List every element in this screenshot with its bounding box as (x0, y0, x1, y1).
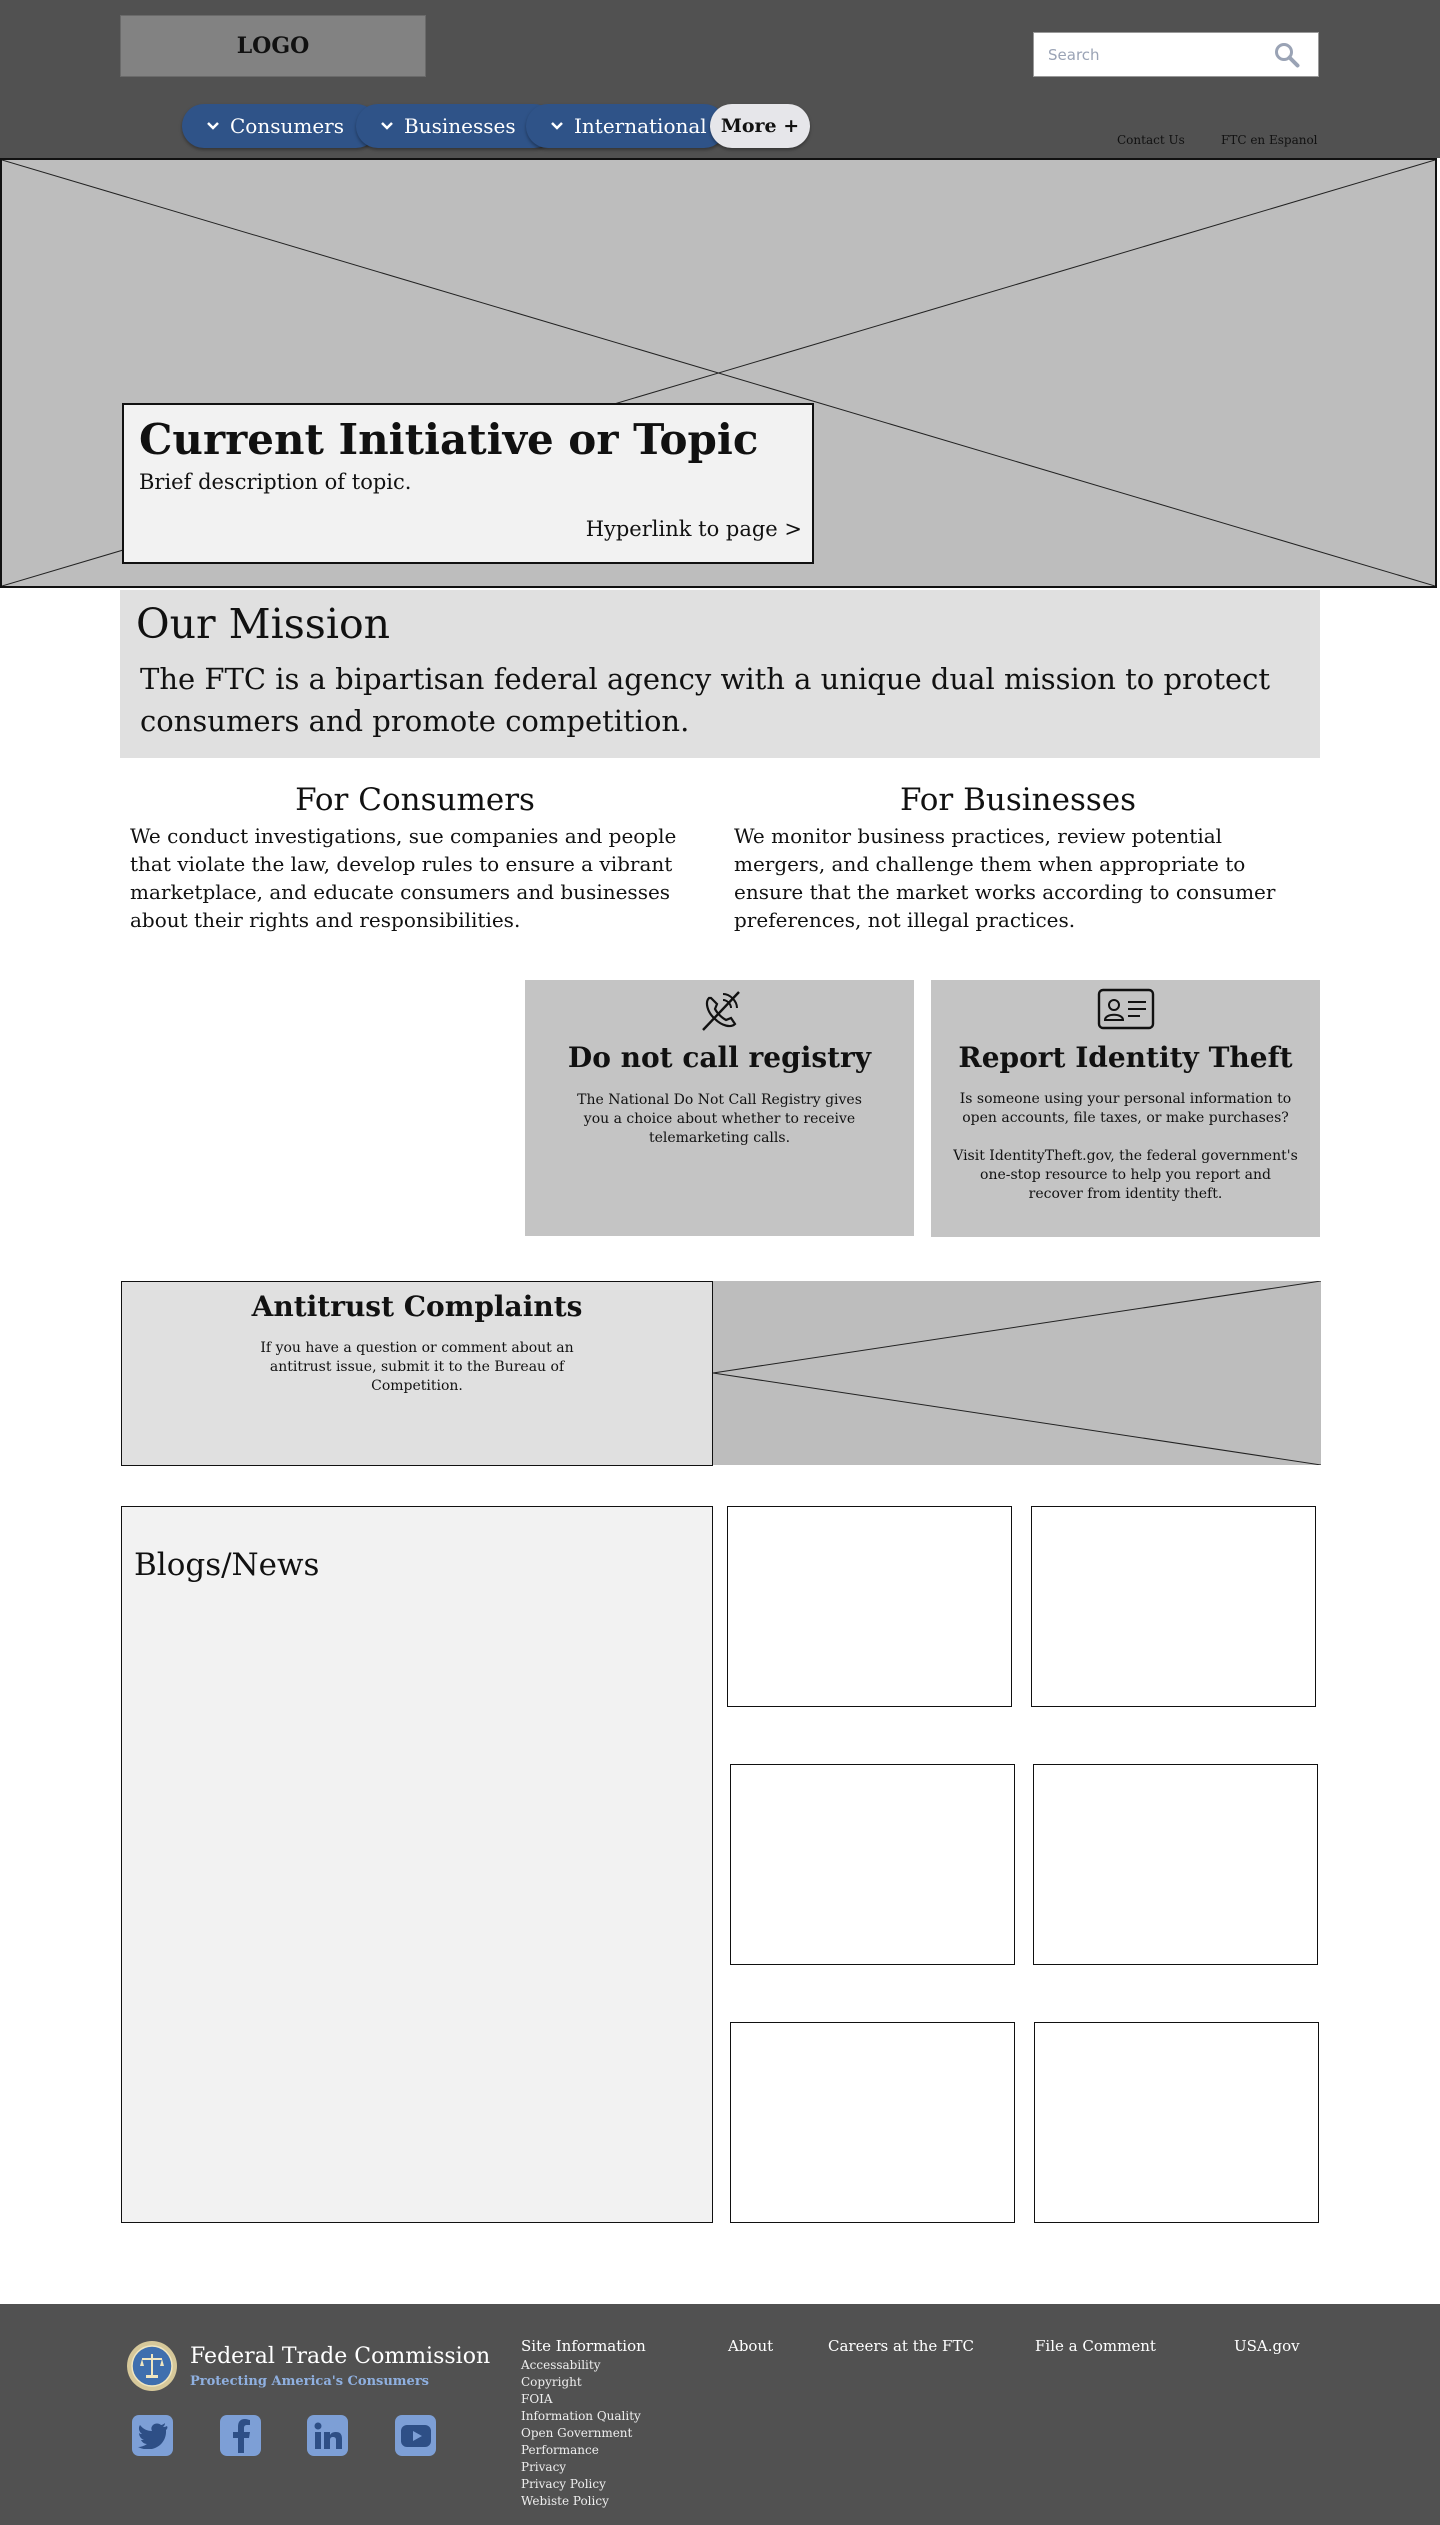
site-header (0, 0, 1440, 158)
nav-businesses-label: Businesses (404, 114, 516, 138)
footer-link-accessibility[interactable]: Accessability (521, 2358, 601, 2372)
hero-title: Current Initiative or Topic (139, 415, 759, 464)
antitrust-title: Antitrust Complaints (251, 1290, 583, 1323)
businesses-text: We monitor business practices, review potential mergers, and challenge them when appropriate to ensure that the market works according to consumer preferences, not illegal practices. (734, 824, 1276, 932)
id-card-icon (1097, 988, 1155, 1030)
ftc-seal-icon (126, 2340, 178, 2392)
site-footer (0, 2304, 1440, 2525)
news-tile[interactable] (1031, 1506, 1316, 1707)
footer-careers-link[interactable]: Careers at the FTC (828, 2337, 974, 2355)
footer-link-copyright[interactable]: Copyright (521, 2375, 582, 2389)
do-not-call-title: Do not call registry (567, 1041, 872, 1074)
identity-theft-card[interactable] (931, 980, 1320, 1237)
youtube-icon[interactable] (395, 2415, 436, 2456)
hero-description: Brief description of topic. (139, 470, 412, 494)
ftc-espanol-link[interactable]: FTC en Espanol (1221, 133, 1318, 147)
chevron-down-icon (204, 117, 222, 135)
nav-international[interactable] (526, 104, 726, 148)
news-tile[interactable] (1034, 2022, 1319, 2223)
site-information-links (521, 2357, 641, 2510)
consumers-heading: For Consumers (295, 782, 535, 818)
footer-link-performance[interactable]: Performance (521, 2443, 599, 2457)
facebook-icon[interactable] (220, 2415, 261, 2456)
footer-link-open-government[interactable]: Open Government (521, 2426, 633, 2440)
nav-consumers-label: Consumers (230, 114, 344, 138)
agency-name: Federal Trade Commission (190, 2344, 491, 2369)
contact-us-link[interactable]: Contact Us (1117, 133, 1185, 147)
search-input[interactable] (1034, 33, 1264, 76)
mission-text: The FTC is a bipartisan federal agency with a unique dual mission to protect consumers and promote competition. (140, 662, 1271, 738)
blogs-news-panel (121, 1506, 713, 2223)
antitrust-text: If you have a question or comment about an antitrust issue, submit it to the Bureau of Competition. (260, 1340, 574, 1394)
do-not-call-card[interactable] (525, 980, 914, 1236)
identity-theft-title: Report Identity Theft (958, 1041, 1293, 1074)
businesses-heading: For Businesses (899, 782, 1137, 818)
mission-title: Our Mission (136, 600, 391, 648)
footer-link-website-policy[interactable]: Webiste Policy (521, 2494, 609, 2508)
hero-link[interactable]: Hyperlink to page > (585, 517, 802, 541)
news-tile[interactable] (730, 1764, 1015, 1965)
do-not-call-text: The National Do Not Call Registry gives you a choice about whether to receive telemarketing calls. (577, 1092, 862, 1146)
footer-link-foia[interactable]: FOIA (521, 2392, 553, 2406)
identity-theft-resource-text: Visit IdentityTheft.gov, the federal government's one-stop resource to help you report and recover from identity theft. (953, 1148, 1298, 1202)
nav-international-label: International (574, 114, 707, 138)
antitrust-image-placeholder (713, 1281, 1321, 1465)
footer-link-information-quality[interactable]: Information Quality (521, 2409, 641, 2423)
footer-about-link[interactable]: About (728, 2337, 774, 2355)
footer-link-privacy-policy[interactable]: Privacy Policy (521, 2477, 606, 2491)
footer-file-comment-link[interactable]: File a Comment (1035, 2337, 1156, 2355)
footer-link-privacy[interactable]: Privacy (521, 2460, 567, 2474)
search-icon[interactable] (1274, 42, 1300, 68)
agency-tagline: Protecting America's Consumers (190, 2374, 429, 2389)
site-information-heading: Site Information (521, 2337, 646, 2355)
chevron-down-icon (548, 117, 566, 135)
hero-card (122, 403, 814, 564)
nav-consumers[interactable] (182, 104, 378, 148)
no-phone-icon (695, 988, 745, 1034)
search-box[interactable] (1033, 32, 1319, 77)
linkedin-icon[interactable] (307, 2415, 348, 2456)
footer-usagov-link[interactable]: USA.gov (1234, 2337, 1300, 2355)
logo[interactable]: LOGO (120, 15, 426, 77)
antitrust-card[interactable] (121, 1281, 713, 1466)
mission-section (120, 590, 1320, 758)
blogs-news-title: Blogs/News (134, 1547, 320, 1583)
nav-more-button[interactable]: More + (710, 104, 810, 148)
news-tile[interactable] (730, 2022, 1015, 2223)
consumers-text: We conduct investigations, sue companies and people that violate the law, develop rules to ensure a vibrant marketplace, and educate consumers and businesses about their rights and responsibilities. (130, 824, 677, 932)
chevron-down-icon (378, 117, 396, 135)
image-placeholder (713, 1281, 1321, 1465)
twitter-icon[interactable] (132, 2415, 173, 2456)
news-tile[interactable] (1033, 1764, 1318, 1965)
identity-theft-text: Is someone using your personal information to open accounts, file taxes, or make purchases? (959, 1091, 1292, 1126)
news-tile[interactable] (727, 1506, 1012, 1707)
